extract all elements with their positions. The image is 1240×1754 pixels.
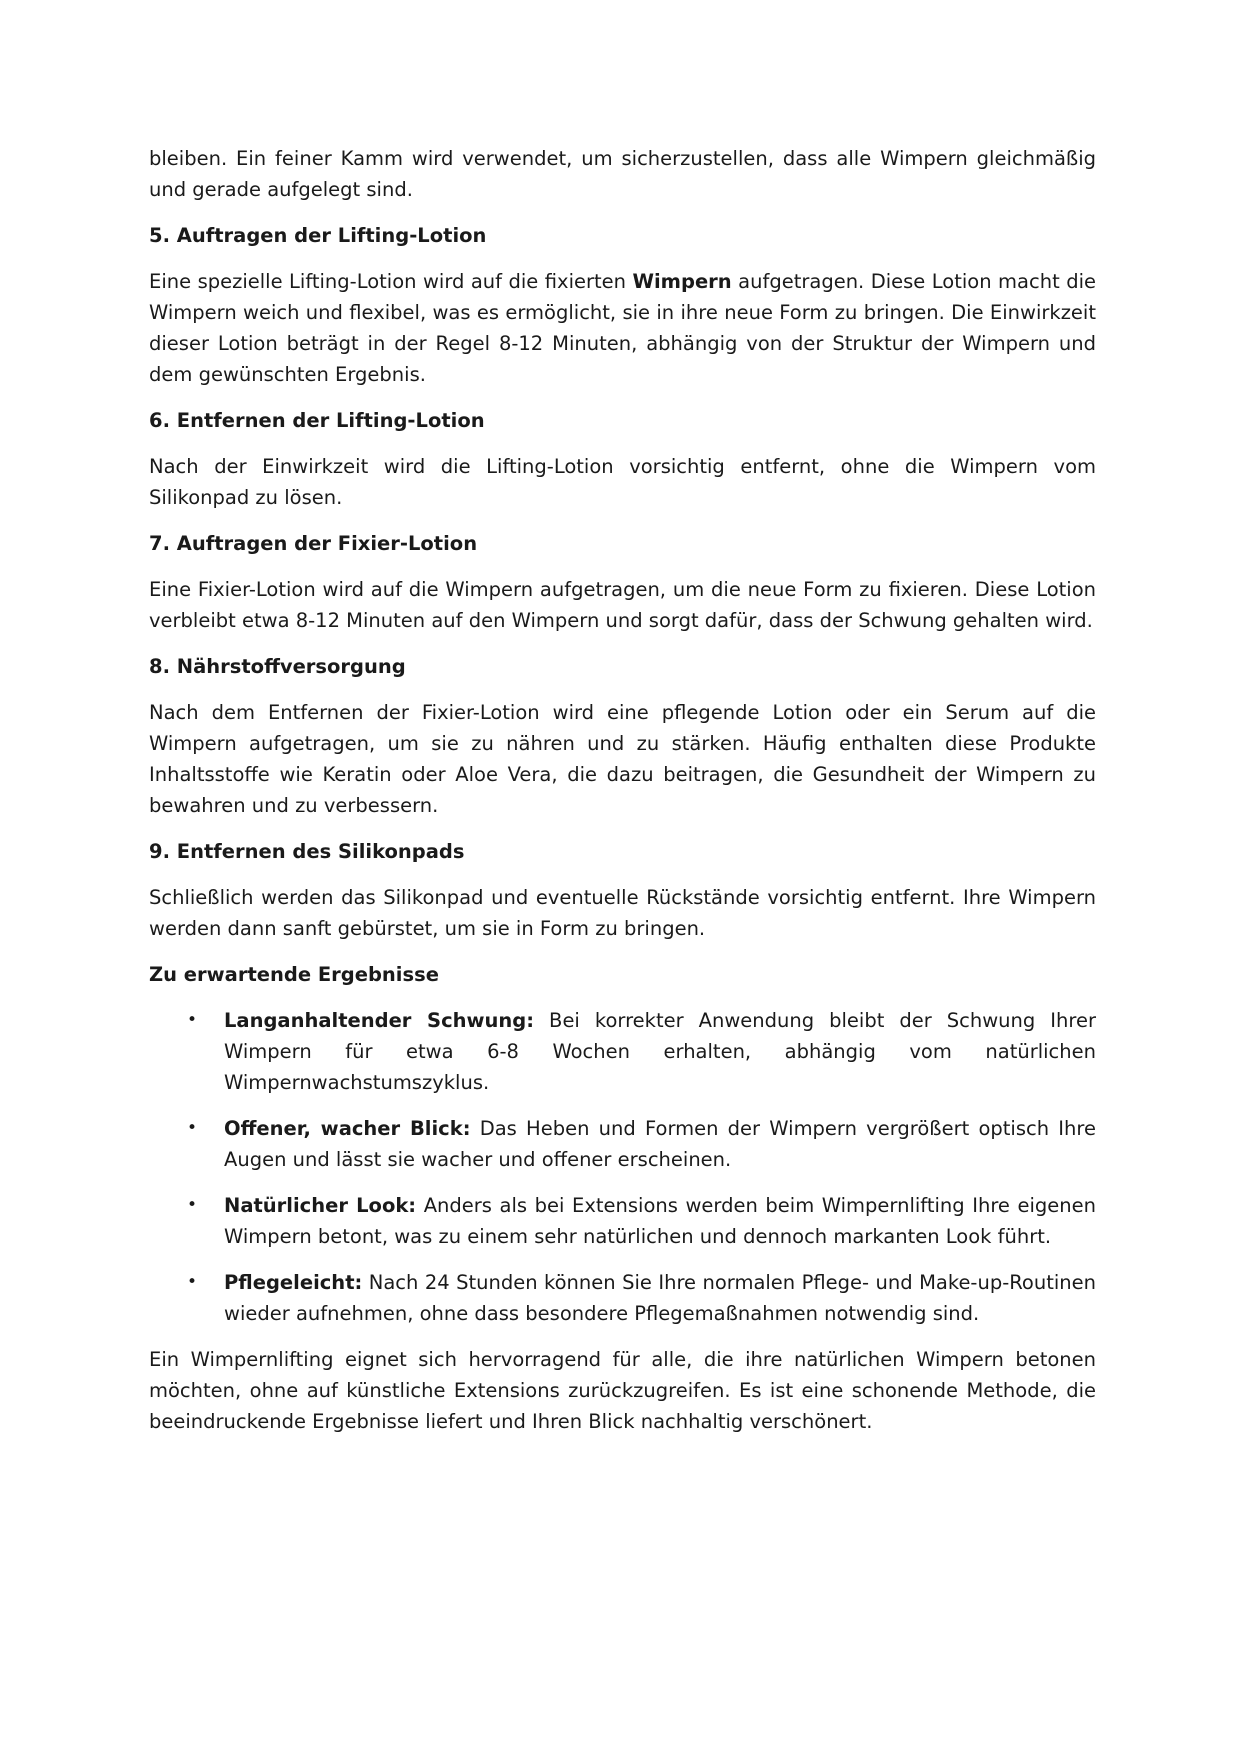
bullet-icon: • (187, 1272, 198, 1292)
result-text: Bei korrekter Anwendung bleibt der Schwung Ihrer Wimpern für etwa 6-8 Wochen erhalten, abhängig vom natürlichen Wimpernwachstumszyklus. (224, 1009, 1096, 1094)
results-heading: Zu erwartende Ergebnisse (149, 963, 439, 986)
section-5-text-before: Eine spezielle Lifting-Lotion wird auf die fixierten (149, 270, 633, 293)
section-7-heading: 7. Auftragen der Fixier-Lotion (149, 532, 478, 555)
result-label: Offener, wacher Blick: (224, 1117, 471, 1140)
result-text: Nach 24 Stunden können Sie Ihre normalen Pflege- und Make-up-Routinen wieder aufnehmen, ohne dass besondere Pflegemaßnahmen notwendig sind. (224, 1271, 1096, 1325)
result-text: Anders als bei Extensions werden beim Wimpernlifting Ihre eigenen Wimpern betont, was zu einem sehr natürlichen und dennoch markanten Look führt. (224, 1194, 1096, 1248)
results-list-item (149, 1190, 1096, 1252)
document-page (149, 143, 1096, 1452)
results-list-item (149, 1005, 1096, 1098)
results-list-item (149, 1113, 1096, 1175)
section-6-paragraph: Nach der Einwirkzeit wird die Lifting-Lotion vorsichtig entfernt, ohne die Wimpern vom Silikonpad zu lösen. (149, 455, 1096, 509)
closing-paragraph: Ein Wimpernlifting eignet sich hervorragend für alle, die ihre natürlichen Wimpern betonen möchten, ohne auf künstliche Extensions zurückzugreifen. Es ist eine schonende Methode, die beeindruckende Ergebnisse liefert und Ihren Blick nachhaltig verschönert. (149, 1348, 1096, 1433)
section-6-heading: 6. Entfernen der Lifting-Lotion (149, 409, 485, 432)
bullet-icon: • (187, 1010, 198, 1030)
intro-paragraph: bleiben. Ein feiner Kamm wird verwendet, um sicherzustellen, dass alle Wimpern gleichmäßig und gerade aufgelegt sind. (149, 147, 1096, 201)
section-9-heading: 9. Entfernen des Silikonpads (149, 840, 465, 863)
bullet-icon: • (187, 1195, 198, 1215)
section-8-heading: 8. Nährstoffversorgung (149, 655, 406, 678)
section-5-paragraph (149, 266, 1096, 390)
results-list-item (149, 1267, 1096, 1329)
results-list (149, 1005, 1096, 1329)
section-9-paragraph: Schließlich werden das Silikonpad und eventuelle Rückstände vorsichtig entfernt. Ihre Wimpern werden dann sanft gebürstet, um sie in Form zu bringen. (149, 886, 1096, 940)
result-label: Langanhaltender Schwung: (224, 1009, 535, 1032)
section-5-text-after: aufgetragen. Diese Lotion macht die Wimpern weich und flexibel, was es ermöglicht, sie in ihre neue Form zu bringen. Die Einwirkzeit dieser Lotion beträgt in der Regel 8-12 Minuten, abhängig von der Struktur der Wimpern und dem gewünschten Ergebnis. (149, 270, 1096, 386)
result-text: Das Heben und Formen der Wimpern vergrößert optisch Ihre Augen und lässt sie wacher und offener erscheinen. (224, 1117, 1096, 1171)
result-label: Natürlicher Look: (224, 1194, 417, 1217)
section-7-paragraph: Eine Fixier-Lotion wird auf die Wimpern aufgetragen, um die neue Form zu fixieren. Diese Lotion verbleibt etwa 8-12 Minuten auf den Wimpern und sorgt dafür, dass der Schwung gehalten wird. (149, 578, 1096, 632)
section-5-bold-word: Wimpern (632, 270, 732, 293)
result-label: Pflegeleicht: (224, 1271, 363, 1294)
section-5-heading: 5. Auftragen der Lifting-Lotion (149, 224, 487, 247)
bullet-icon: • (187, 1118, 198, 1138)
section-8-paragraph: Nach dem Entfernen der Fixier-Lotion wird eine pflegende Lotion oder ein Serum auf die Wimpern aufgetragen, um sie zu nähren und zu stärken. Häufig enthalten diese Produkte Inhaltsstoffe wie Keratin oder Aloe Vera, die dazu beitragen, die Gesundheit der Wimpern zu bewahren und zu verbessern. (149, 701, 1096, 817)
